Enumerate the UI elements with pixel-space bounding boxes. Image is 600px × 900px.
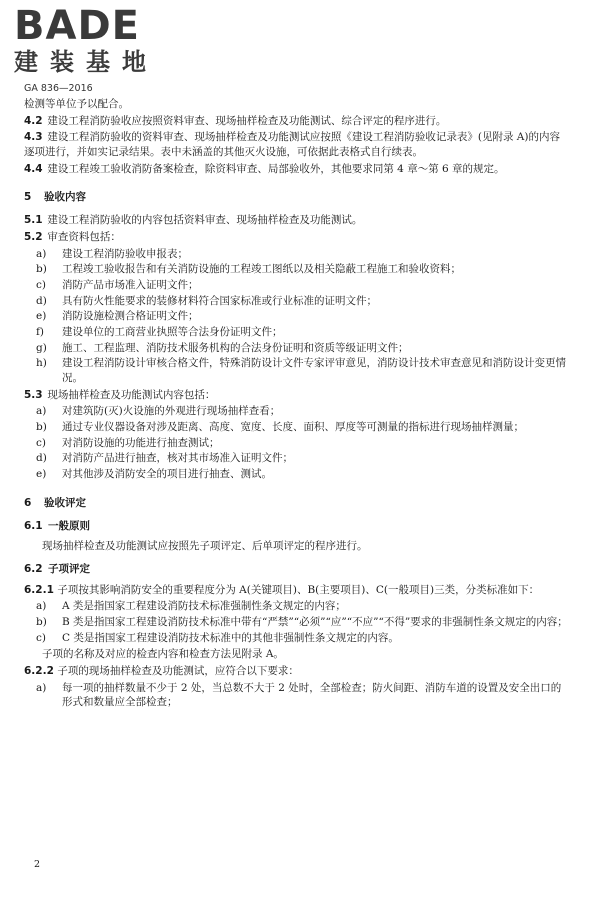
clause-text: 建设工程消防验收应按照资料审查、现场抽样检查及功能测试、综合评定的程序进行。 <box>47 114 447 127</box>
list-item: a) 每一项的抽样数量不少于 2 处，当总数不大于 2 处时，全部检查；防火间距、消防车道的设置及安全出口的形式和数量应全部检查； <box>36 681 562 709</box>
clause-4-4 <box>24 162 570 177</box>
bade-logo <box>14 3 158 76</box>
clause-6-2-heading: 6.2 子项评定 <box>24 562 90 575</box>
clause-5-3-list <box>24 404 570 481</box>
logo-wordmark: BADE <box>14 3 140 49</box>
list-item: a) A 类是指国家工程建设消防技术标准强制性条文规定的内容； <box>36 600 346 613</box>
clause-text: 建设工程竣工验收消防备案检查，除资料审查、局部验收外，其他要求同第 4 章～第 6 章的规定。 <box>47 162 505 175</box>
clause-6-1-text: 现场抽样检查及功能测试应按照先子项评定、后单项评定的程序进行。 <box>42 540 368 553</box>
clause-4-3 <box>24 130 570 159</box>
section-6-heading: 6 验收评定 <box>24 496 86 509</box>
list-item: c) 对消防设施的功能进行抽查测试； <box>36 436 220 449</box>
clause-6-2-1-note: 子项的名称及对应的检查内容和检查方法见附录 A。 <box>42 648 284 661</box>
logo-subtitle: 建装基地 <box>14 48 158 76</box>
clause-number: 4.2 <box>24 114 43 127</box>
clause-6-1-heading: 6.1 一般原则 <box>24 519 90 532</box>
clause-6-2-2-list <box>24 681 570 710</box>
list-item: e) 对其他涉及消防安全的项目进行抽查、测试。 <box>36 468 272 481</box>
clause-5-3: 5.3 现场抽样检查及功能测试内容包括： <box>24 388 216 401</box>
clause-number: 4.4 <box>24 162 43 175</box>
list-item: b) 工程竣工验收报告和有关消防设施的工程竣工图纸以及相关隐蔽工程施工和验收资料； <box>36 263 461 276</box>
clause-4-list <box>24 114 570 177</box>
clause-number: 4.3 <box>24 131 43 144</box>
clause-6-2-1: 6.2.1 子项按其影响消防安全的重要程度分为 A(关键项目)、B(主要项目)、C(一般项目)三类，分类标准如下： <box>24 583 540 596</box>
list-item: b) B 类是指国家工程建设消防技术标准中带有“严禁”“必须”“应”“不应”“不得”要求的非强制性条文规定的内容； <box>36 615 568 628</box>
carry-over-text: 检测等单位予以配合。 <box>24 98 129 110</box>
list-item: f) 建设单位的工商营业执照等合法身份证明文件； <box>36 325 283 338</box>
list-item: e) 消防设施检测合格证明文件； <box>36 310 199 323</box>
list-item: a) 对建筑防(灭)火设施的外观进行现场抽样查看； <box>36 405 281 418</box>
document-body <box>24 97 570 712</box>
page-number: 2 <box>34 859 41 870</box>
list-item: d) 具有防火性能要求的装修材料符合国家标准或行业标准的证明文件； <box>36 294 377 307</box>
clause-6-2-2: 6.2.2 子项的现场抽样检查及功能测试，应符合以下要求： <box>24 665 299 677</box>
list-item: a) 建设工程消防验收申报表； <box>36 247 188 260</box>
list-item: c) 消防产品市场准入证明文件； <box>36 278 199 291</box>
clause-5-2: 5.2 审查资料包括： <box>24 230 121 243</box>
clause-5-2-list <box>24 247 570 386</box>
standard-number: GA 836—2016 <box>24 83 93 94</box>
clause-6-2-1-list <box>24 599 570 645</box>
list-item: h) 建设工程消防设计审核合格文件，特殊消防设计文件专家评审意见，消防设计技术审查意见和消防设计变更情况。 <box>36 357 566 384</box>
clause-text: 建设工程消防验收的资料审查、现场抽样检查及功能测试应按照《建设工程消防验收记录表》(见附录 A)的内容逐项进行，并如实记录结果。表中未涵盖的其他灭火设施，可依据此表格式自行续表。 <box>24 131 560 159</box>
list-item: c) C 类是指国家工程建设消防技术标准中的其他非强制性条文规定的内容。 <box>36 631 399 644</box>
section-5-heading: 5 验收内容 <box>24 191 86 204</box>
list-item: b) 通过专业仪器设备对涉及距离、高度、宽度、长度、面积、厚度等可测量的指标进行现场抽样测量； <box>36 421 524 434</box>
list-item: g) 施工、工程监理、消防技术服务机构的合法身份证明和资质等级证明文件； <box>36 341 409 354</box>
list-item: d) 对消防产品进行抽查，核对其市场准入证明文件； <box>36 452 293 465</box>
clause-5-1: 5.1 建设工程消防验收的内容包括资料审查、现场抽样检查及功能测试。 <box>24 214 363 227</box>
clause-4-2 <box>24 114 570 129</box>
